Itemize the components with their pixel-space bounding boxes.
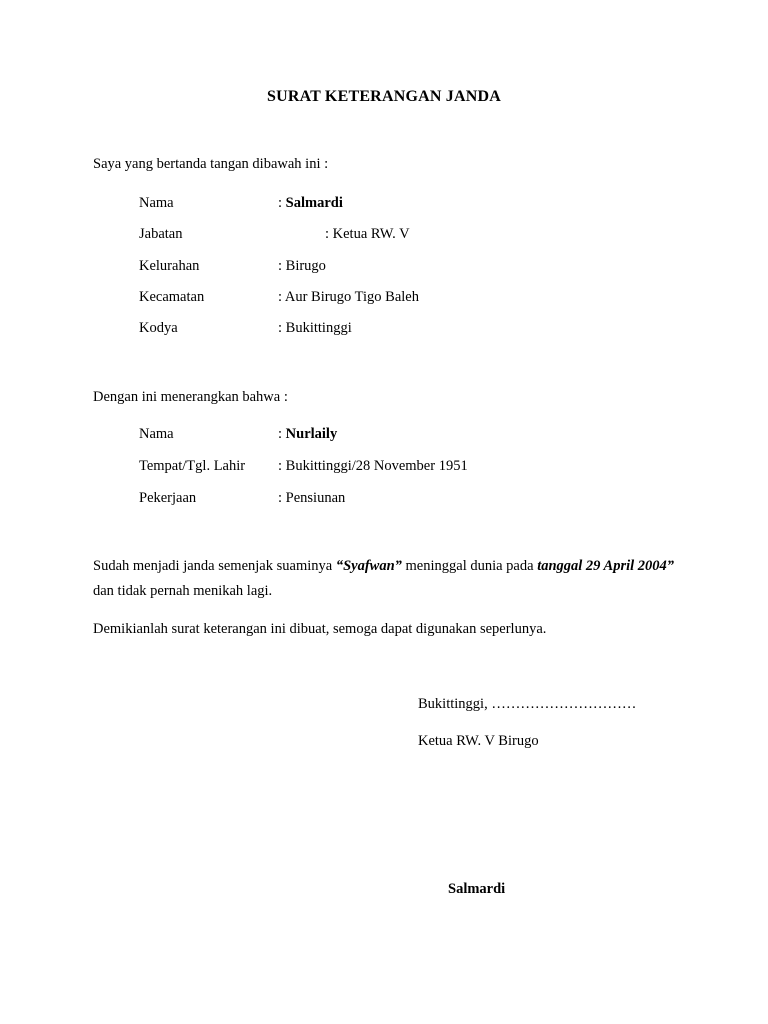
document-title: SURAT KETERANGAN JANDA (266, 88, 502, 105)
closing-text: Demikianlah surat keterangan ini dibuat, semoga dapat digunakan seperlunya. (93, 621, 547, 637)
field-label: Kecamatan (139, 289, 205, 305)
field-value: : Bukittinggi/28 November 1951 (278, 458, 468, 474)
statement-paragraph: Sudah menjadi janda semenjak suaminya “Syafwan” meninggal dunia pada tanggal 29 April 2004” dan tidak pernah menikah lagi. (93, 558, 675, 599)
signer-row-kelurahan (139, 258, 639, 278)
field-value: : Ketua RW. V (325, 226, 410, 242)
subject-row-pekerjaan (139, 490, 639, 510)
field-label: Pekerjaan (139, 490, 197, 506)
signer-name: Salmardi (285, 195, 343, 211)
field-label: Kelurahan (139, 258, 200, 274)
signer-row-jabatan (139, 226, 639, 246)
field-label: Nama (139, 426, 174, 442)
field-value: : Aur Birugo Tigo Baleh (278, 289, 419, 305)
signer-row-nama (139, 195, 639, 215)
subject-row-ttl (139, 458, 639, 478)
field-label: Jabatan (139, 226, 183, 242)
field-label: Tempat/Tgl. Lahir (139, 458, 246, 474)
intro-text: Saya yang bertanda tangan dibawah ini : (93, 156, 329, 172)
signer-row-kodya (139, 320, 639, 340)
subject-name: Nurlaily (285, 426, 338, 442)
husband-name: “Syafwan” (335, 558, 402, 574)
signature-place-date: Bukittinggi, ………………………… (418, 696, 637, 712)
field-value: : Nurlaily (278, 426, 338, 442)
field-label: Kodya (139, 320, 178, 336)
signature-name: Salmardi (448, 881, 506, 897)
signer-row-kecamatan (139, 289, 639, 309)
signature-position: Ketua RW. V Birugo (418, 733, 539, 749)
statement-intro-text: Dengan ini menerangkan bahwa : (93, 389, 288, 405)
field-value: : Birugo (278, 258, 326, 274)
field-value: : Salmardi (278, 195, 343, 211)
field-value: : Pensiunan (278, 490, 346, 506)
subject-row-nama (139, 426, 639, 446)
field-value: : Bukittinggi (278, 320, 352, 336)
death-date: tanggal 29 April 2004” (537, 558, 675, 574)
field-label: Nama (139, 195, 174, 211)
